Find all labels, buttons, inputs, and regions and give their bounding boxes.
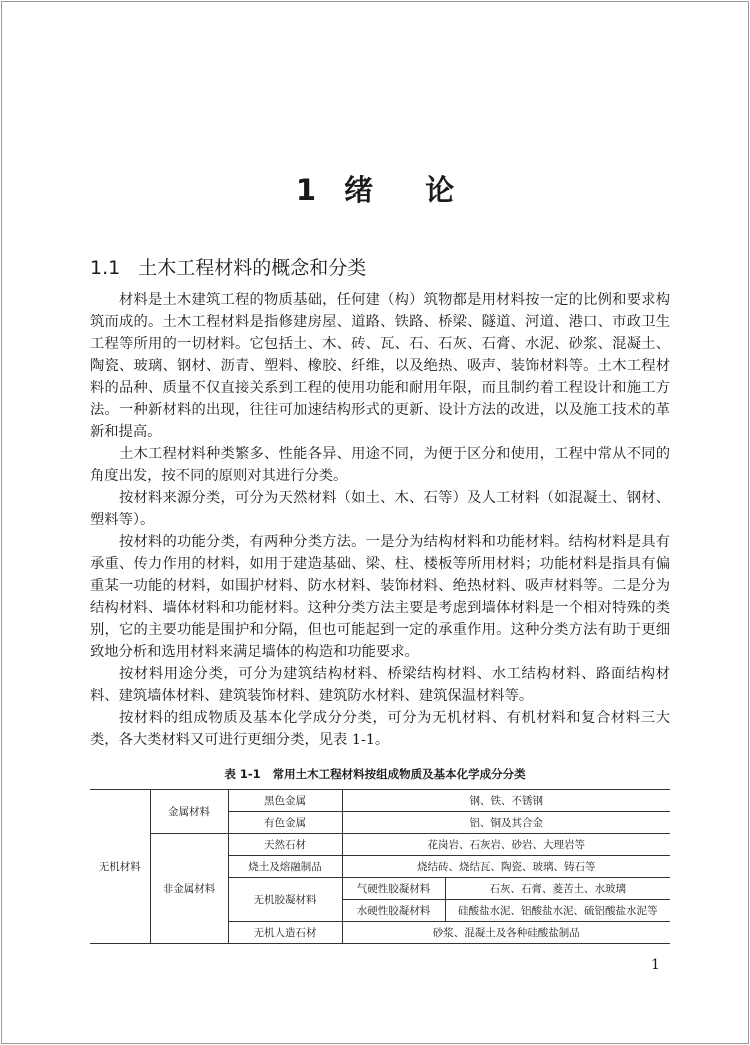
table-cell: 砂浆、混凝土及各种硅酸盐制品 (342, 922, 670, 944)
text-line: 别，它的主要功能是围护和分隔，但也可能起到一定的承重作用。这种分类方法有助于更细 (90, 622, 670, 638)
chapter-title (0, 168, 750, 209)
text-line: 重某一功能的材料，如围护材料、防水材料、装饰材料、绝热材料、吸声材料等。二是分为 (90, 578, 670, 594)
table-cell: 无机人造石材 (228, 922, 342, 944)
chapter-number: 1 (295, 173, 317, 207)
text-line: 材料是土木建筑工程的物质基础，任何建（构）筑物都是用材料按一定的比例和要求构 (119, 292, 670, 308)
text-line: 按材料用途分类，可分为建筑结构材料、桥梁结构材料、水工结构材料、路面结构材 (119, 666, 670, 682)
table-cell: 烧结砖、烧结瓦、陶瓷、玻璃、铸石等 (342, 856, 670, 878)
table-cell: 黑色金属 (228, 790, 342, 812)
table-cell: 钢、铁、不锈钢 (342, 790, 670, 812)
text-line: 陶瓷、玻璃、钢材、沥青、塑料、橡胶、纤维，以及绝热、吸声、装饰材料等。土木工程材 (90, 358, 670, 374)
text-line: 致地分析和选用材料来满足墙体的构造和功能要求。 (90, 644, 419, 660)
chapter-title-char: 绪 (344, 173, 374, 207)
table-row (90, 834, 670, 856)
text-line: 新和提高。 (90, 424, 162, 440)
text-line: 土木工程材料种类繁多、性能各异、用途不同，为便于区分和使用，工程中常从不同的 (119, 446, 670, 462)
text-line: 按材料的功能分类，有两种分类方法。一是分为结构材料和功能材料。结构材料是具有 (119, 534, 670, 550)
text-line: 工程等所用的一切材料。它包括土、木、砖、瓦、石、石灰、石膏、水泥、砂浆、混凝土、 (90, 336, 670, 352)
table-cell: 石灰、石膏、菱苦土、水玻璃 (445, 878, 670, 900)
table-cell: 有色金属 (228, 812, 342, 834)
text-line: 法。一种新材料的出现，往往可加速结构形式的更新、设计方法的改进，以及施工技术的革 (90, 402, 670, 418)
text-line: 按材料的组成物质及基本化学成分分类，可分为无机材料、有机材料和复合材料三大 (119, 710, 670, 726)
table-cell: 金属材料 (150, 790, 228, 834)
text-line: 结构材料、墙体材料和功能材料。这种分类方法主要是考虑到墙体材料是一个相对特殊的类 (90, 600, 670, 616)
table-number: 表 1-1 (224, 767, 261, 781)
table-cell: 烧土及熔融制品 (228, 856, 342, 878)
text-line: 料的品种、质量不仅直接关系到工程的使用功能和耐用年限，而且制约着工程设计和施工方 (90, 380, 670, 396)
table-cell: 非金属材料 (150, 834, 228, 944)
section-number: 1.1 (90, 257, 121, 279)
table-cell: 天然石材 (228, 834, 342, 856)
table-cell: 铝、铜及其合金 (342, 812, 670, 834)
text-line: 类，各大类材料又可进行更细分类，见表 1-1。 (90, 732, 390, 748)
text-line: 料、建筑墙体材料、建筑装饰材料、建筑防水材料、建筑保温材料等。 (90, 688, 534, 704)
page-number: 1 (651, 957, 660, 973)
text-line: 按材料来源分类，可分为天然材料（如土、木、石等）及人工材料（如混凝土、钢材、 (119, 490, 670, 506)
table-cell: 无机胶凝材料 (228, 878, 342, 922)
chapter-title-char: 论 (425, 173, 455, 207)
table-cell: 水硬性胶凝材料 (342, 900, 445, 922)
classification-table (90, 789, 670, 944)
text-line: 角度出发，按不同的原则对其进行分类。 (90, 468, 348, 484)
text-line: 塑料等）。 (90, 512, 155, 528)
table-cell: 硅酸盐水泥、铝酸盐水泥、硫铝酸盐水泥等 (445, 900, 670, 922)
table-cell: 气硬性胶凝材料 (342, 878, 445, 900)
table-cell: 花岗岩、石灰岩、砂岩、大理岩等 (342, 834, 670, 856)
table-row (90, 790, 670, 812)
table-cell: 无机材料 (90, 790, 150, 944)
text-line: 筑而成的。土木工程材料是指修建房屋、道路、铁路、桥梁、隧道、河道、港口、市政卫生 (90, 314, 670, 330)
section-title: 土木工程材料的概念和分类 (138, 257, 367, 279)
section-heading (90, 253, 366, 280)
table-caption (0, 766, 750, 782)
text-line: 承重、传力作用的材料，如用于建造基础、梁、柱、楼板等所用材料；功能材料是指具有偏 (90, 556, 670, 572)
table-caption-text: 常用土木工程材料按组成物质及基本化学成分分类 (272, 767, 526, 781)
body-text (90, 289, 670, 751)
